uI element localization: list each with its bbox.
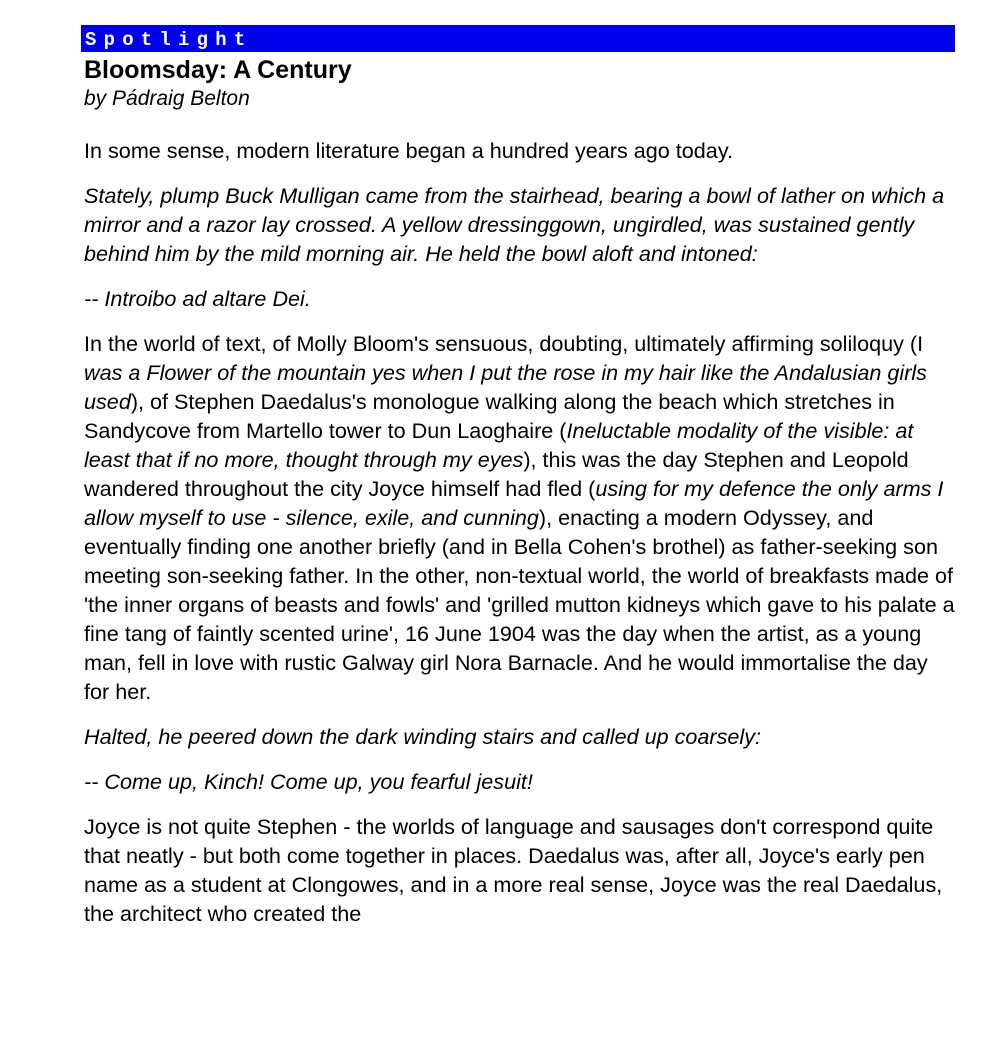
article: [84, 54, 956, 928]
article-title: Bloomsday: A Century: [84, 56, 352, 84]
italic-quote-segment: using for my defence the only arms I allow myself to use - silence, exile, and cunning: [84, 476, 944, 530]
text-segment: ), this was the day Stephen and Leopold wandered throughout the city Joyce himself had fled (: [84, 447, 909, 501]
paragraph-joyce-stephen: Joyce is not quite Stephen - the worlds of language and sausages don't correspond quite that neatly - but both come together in places. Daedalus was, after all, Joyce's early pen name as a student at Clongowes, and in a more real sense, Joyce was the real Daedalus, the architect who created the: [84, 814, 943, 926]
paragraph-world-of-text: [84, 329, 956, 706]
text-segment: In the world of text, of Molly Bloom's sensuous, doubting, ultimately affirming soliloquy (I: [84, 331, 924, 356]
quote-halted: Halted, he peered down the dark winding stairs and called up coarsely:: [84, 724, 762, 749]
quote-introibo: -- Introibo ad altare Dei.: [84, 286, 311, 311]
text-segment: ), enacting a modern Odyssey, and eventually finding one another briefly (and in Bella Cohen's brothel) as father-seeking son meeting son-seeking father. In the other, non-textual world, the world of breakfasts made of 'the inner organs of beasts and fowls' and 'grilled mutton kidneys which gave to his palate a fine tang of faintly scented urine', 16 June 1904 was the day when the artist, as a young man, fell in love with rustic Galway girl Nora Barnacle. And he would immortalise the day for her.: [84, 505, 955, 704]
paragraph-intro: In some sense, modern literature began a hundred years ago today.: [84, 138, 734, 163]
section-banner: [81, 25, 955, 52]
quote-opening: Stately, plump Buck Mulligan came from the stairhead, bearing a bowl of lather on which a mirror and a razor lay crossed. A yellow dressinggown, ungirdled, was sustained gently behind him by the mild morning air. He held the bowl aloft and intoned:: [84, 183, 945, 266]
article-byline: by Pádraig Belton: [84, 87, 250, 110]
quote-kinch: -- Come up, Kinch! Come up, you fearful jesuit!: [84, 769, 533, 794]
italic-quote-segment: was a Flower of the mountain yes when I put the rose in my hair like the Andalusian girls used: [84, 360, 927, 414]
italic-quote-segment: Ineluctable modality of the visible: at least that if no more, thought through my eyes: [84, 418, 914, 472]
text-segment: ), of Stephen Daedalus's monologue walking along the beach which stretches in Sandycove from Martello tower to Dun Laoghaire (: [84, 389, 895, 443]
section-label: Spotlight: [85, 29, 253, 51]
